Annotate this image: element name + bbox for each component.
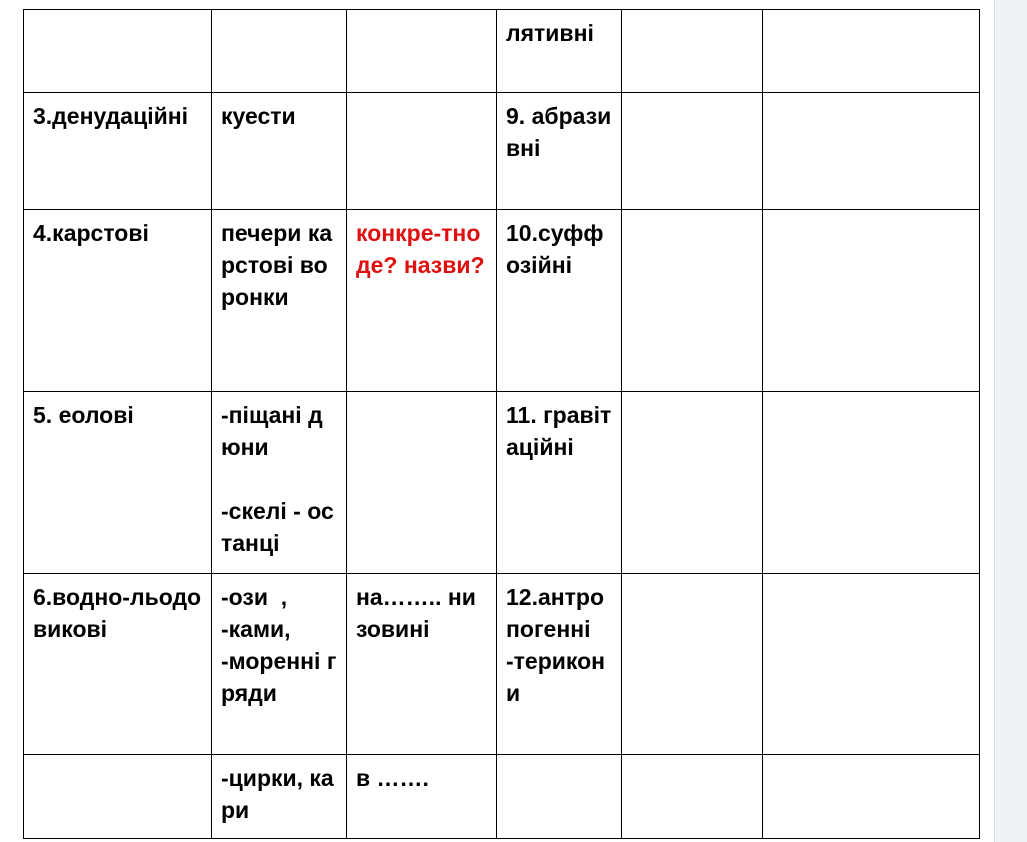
table-cell: 12.антропогенні -терикони — [497, 574, 622, 755]
table-cell: 3.денудаційні — [24, 93, 212, 210]
table-cell-comment: конкре-тно де? назви? — [347, 210, 497, 392]
table-cell: лятивні — [497, 10, 622, 93]
table-cell — [763, 392, 980, 574]
table-cell: 6.водно-льодовикові — [24, 574, 212, 755]
table-cell — [763, 93, 980, 210]
table-cell — [622, 93, 763, 210]
table-cell — [622, 10, 763, 93]
table-cell — [24, 755, 212, 839]
table-row — [24, 93, 980, 210]
table-cell — [622, 755, 763, 839]
table-cell: -піщані дюни -скелі - останці — [212, 392, 347, 574]
table-row — [24, 10, 980, 93]
table-cell: 4.карстові — [24, 210, 212, 392]
table-cell: 11. гравітаційні — [497, 392, 622, 574]
table-cell — [347, 10, 497, 93]
table-cell: 5. еолові — [24, 392, 212, 574]
landforms-table — [23, 9, 980, 839]
table-row — [24, 392, 980, 574]
table-cell — [763, 210, 980, 392]
table-cell — [347, 93, 497, 210]
table-cell: 10.суффозійні — [497, 210, 622, 392]
table-cell: на…….. низовині — [347, 574, 497, 755]
table-row — [24, 755, 980, 839]
table-cell — [497, 755, 622, 839]
table-cell — [622, 574, 763, 755]
table-cell — [622, 210, 763, 392]
table-cell: -ози , -ками, -моренні гряди — [212, 574, 347, 755]
table-cell — [763, 574, 980, 755]
table-cell — [763, 10, 980, 93]
table-cell — [24, 10, 212, 93]
scroll-gutter[interactable] — [994, 0, 1027, 842]
table-row — [24, 210, 980, 392]
table-cell: 9. абразивні — [497, 93, 622, 210]
table-cell — [763, 755, 980, 839]
table-cell: куести — [212, 93, 347, 210]
table-row — [24, 574, 980, 755]
table-cell: в ……. — [347, 755, 497, 839]
table-cell: -цирки, кари — [212, 755, 347, 839]
table-cell — [347, 392, 497, 574]
table-cell: печери карстові воронки — [212, 210, 347, 392]
table-cell — [212, 10, 347, 93]
table-cell — [622, 392, 763, 574]
